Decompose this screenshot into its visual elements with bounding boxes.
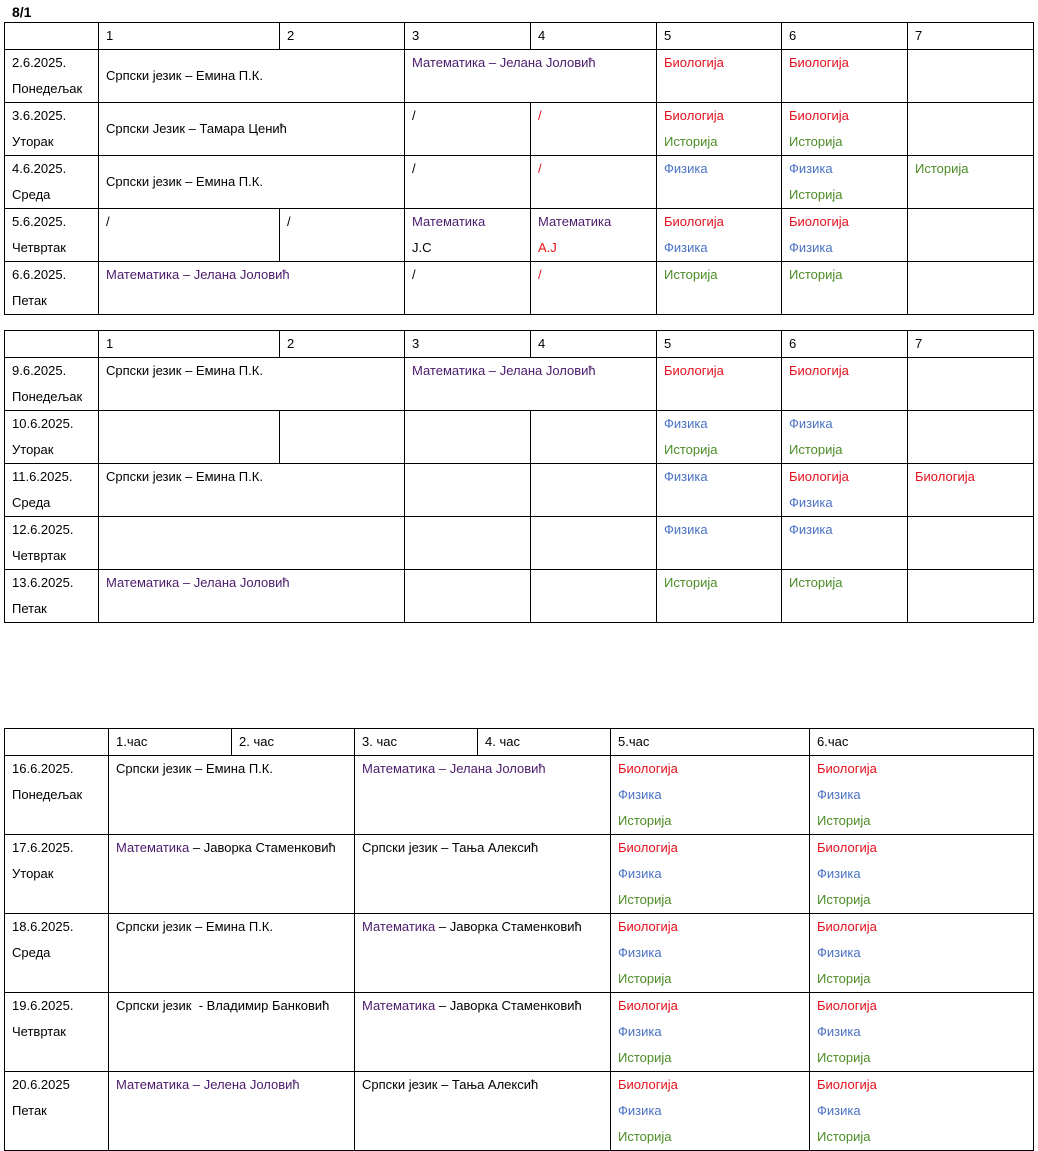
- cell-period-3: [405, 411, 531, 464]
- date-cell: [5, 570, 99, 623]
- header-cell: 3: [405, 331, 531, 358]
- cell-serbian: Српски језик – Емина П.К.: [99, 464, 405, 517]
- header-cell: 2. час: [232, 729, 355, 756]
- cell-period-1: [99, 411, 280, 464]
- table-row: [5, 993, 1034, 1072]
- weekday: Уторак: [12, 134, 54, 149]
- date-cell: [5, 756, 109, 835]
- cell-period-5: Биологија Физика Историја: [611, 914, 810, 993]
- cell-period-6: Биологија: [782, 358, 908, 411]
- cell-period-7: [908, 103, 1034, 156]
- date: 13.6.2025.: [12, 575, 74, 590]
- header-cell: 2: [280, 331, 405, 358]
- weekday: Среда: [12, 495, 51, 510]
- cell-period-2: [280, 411, 405, 464]
- cell-period-5: Физика: [657, 517, 782, 570]
- date: 5.6.2025.: [12, 214, 67, 229]
- date: 4.6.2025.: [12, 161, 67, 176]
- header-cell: 1: [99, 23, 280, 50]
- weekday: Среда: [12, 187, 51, 202]
- cell-period-4: /: [531, 103, 657, 156]
- cell-math: Математика – Јелана Јоловић: [99, 262, 405, 315]
- header-row: [5, 729, 1034, 756]
- header-cell: 7: [908, 23, 1034, 50]
- date-cell: [5, 835, 109, 914]
- cell-period-6: Биологија Физика Историја: [810, 993, 1034, 1072]
- cell-period-7: [908, 50, 1034, 103]
- table-row: [5, 358, 1034, 411]
- cell-period-4: [531, 411, 657, 464]
- table-row: [5, 50, 1034, 103]
- cell-period-1: /: [99, 209, 280, 262]
- date: 18.6.2025.: [12, 919, 74, 934]
- table-row: [5, 464, 1034, 517]
- date: 17.6.2025.: [12, 840, 74, 855]
- date-cell: [5, 103, 99, 156]
- cell-period-4: [531, 464, 657, 517]
- cell-serbian: Српски језик – Емина П.К.: [99, 50, 405, 103]
- cell-period-3-4: Математика – Јелана Јоловић: [355, 756, 611, 835]
- cell-period-4: /: [531, 262, 657, 315]
- date-cell: [5, 464, 99, 517]
- date: 16.6.2025.: [12, 761, 74, 776]
- table-row: [5, 1072, 1034, 1151]
- cell-math: Математика – Јелана Јоловић: [99, 570, 405, 623]
- weekday: Петак: [12, 293, 47, 308]
- table-row: [5, 411, 1034, 464]
- weekday: Четвртак: [12, 1024, 66, 1039]
- header-cell: 4. час: [478, 729, 611, 756]
- table-row: [5, 209, 1034, 262]
- header-cell: [5, 331, 99, 358]
- cell-period-5: Биологија Физика Историја: [611, 756, 810, 835]
- weekday: Четвртак: [12, 548, 66, 563]
- cell-period-1-2: [99, 517, 405, 570]
- table-row: [5, 570, 1034, 623]
- cell-period-6: Биологија Историја: [782, 103, 908, 156]
- page-title: 8/1: [12, 4, 32, 20]
- date: 10.6.2025.: [12, 416, 74, 431]
- header-cell: 6.час: [810, 729, 1034, 756]
- cell-period-2: /: [280, 209, 405, 262]
- header-cell: 2: [280, 23, 405, 50]
- date: 19.6.2025.: [12, 998, 74, 1013]
- cell-period-3-4: Српски језик – Тања Алексић: [355, 835, 611, 914]
- header-cell: 6: [782, 331, 908, 358]
- table-row: [5, 156, 1034, 209]
- weekday: Петак: [12, 601, 47, 616]
- cell-period-3: /: [405, 156, 531, 209]
- cell-period-5: Биологија Физика Историја: [611, 993, 810, 1072]
- cell-period-6: Биологија Физика Историја: [810, 1072, 1034, 1151]
- cell-serbian: Српски језик – Емина П.К.: [99, 156, 405, 209]
- header-cell: 7: [908, 331, 1034, 358]
- cell-period-6: Биологија: [782, 50, 908, 103]
- date: 11.6.2025.: [12, 469, 73, 484]
- table-row: [5, 756, 1034, 835]
- cell-period-5: Физика: [657, 156, 782, 209]
- schedule-table-week-3: [4, 728, 1034, 1151]
- cell-period-3-4: Српски језик – Тања Алексић: [355, 1072, 611, 1151]
- cell-period-3-4: Математика – Јаворка Стаменковић: [355, 914, 611, 993]
- date: 6.6.2025.: [12, 267, 67, 282]
- header-cell: 5: [657, 23, 782, 50]
- cell-period-7: [908, 570, 1034, 623]
- cell-period-3-4: Математика – Јаворка Стаменковић: [355, 993, 611, 1072]
- header-cell: 5: [657, 331, 782, 358]
- cell-period-5: Биологија Физика Историја: [611, 835, 810, 914]
- header-cell: 4: [531, 331, 657, 358]
- cell-period-3: /: [405, 103, 531, 156]
- weekday: Четвртак: [12, 240, 66, 255]
- cell-period-6: Физика Историја: [782, 411, 908, 464]
- cell-period-6: Биологија Физика: [782, 464, 908, 517]
- weekday: Уторак: [12, 866, 54, 881]
- cell-period-6: Биологија Физика Историја: [810, 835, 1034, 914]
- cell-period-5: Историја: [657, 570, 782, 623]
- cell-period-3: [405, 570, 531, 623]
- cell-period-7: [908, 411, 1034, 464]
- cell-period-5: Физика: [657, 464, 782, 517]
- cell-period-6: Биологија Физика: [782, 209, 908, 262]
- date-cell: [5, 1072, 109, 1151]
- cell-period-6: Биологија Физика Историја: [810, 756, 1034, 835]
- date-cell: [5, 50, 99, 103]
- header-cell: 3. час: [355, 729, 478, 756]
- schedule-table-week-2: [4, 330, 1034, 623]
- date-cell: [5, 209, 99, 262]
- cell-period-5: Биологија Историја: [657, 103, 782, 156]
- date-cell: [5, 358, 99, 411]
- date: 20.6.2025: [12, 1077, 70, 1092]
- table-row: [5, 835, 1034, 914]
- cell-period-4: [531, 570, 657, 623]
- cell-period-7: [908, 517, 1034, 570]
- weekday: Понедељак: [12, 787, 83, 802]
- cell-period-3: [405, 517, 531, 570]
- date: 2.6.2025.: [12, 55, 67, 70]
- date-cell: [5, 914, 109, 993]
- cell-period-5: Физика Историја: [657, 411, 782, 464]
- header-cell: 6: [782, 23, 908, 50]
- weekday: Петак: [12, 1103, 47, 1118]
- cell-period-3: [405, 464, 531, 517]
- schedule-table-week-1: [4, 22, 1034, 315]
- cell-serbian: Српски Језик – Тамара Ценић: [99, 103, 405, 156]
- cell-period-5: Биологија: [657, 358, 782, 411]
- cell-period-1-2: Математика – Јелена Јоловић: [109, 1072, 355, 1151]
- table-row: [5, 262, 1034, 315]
- table-row: [5, 103, 1034, 156]
- cell-period-6: Физика: [782, 517, 908, 570]
- cell-period-6: Историја: [782, 262, 908, 315]
- cell-period-1-2: Српски језик - Владимир Банковић: [109, 993, 355, 1072]
- cell-math: Математика – Јелана Јоловић: [405, 50, 657, 103]
- cell-period-7: Историја: [908, 156, 1034, 209]
- cell-period-5: Биологија: [657, 50, 782, 103]
- cell-period-3: /: [405, 262, 531, 315]
- table-row: [5, 517, 1034, 570]
- weekday: Понедељак: [12, 389, 83, 404]
- header-row: [5, 23, 1034, 50]
- header-cell: 1: [99, 331, 280, 358]
- cell-period-1-2: Српски језик – Емина П.К.: [109, 914, 355, 993]
- header-cell: 5.час: [611, 729, 810, 756]
- cell-period-6: Физика Историја: [782, 156, 908, 209]
- header-row: [5, 331, 1034, 358]
- cell-period-7: Биологија: [908, 464, 1034, 517]
- cell-period-4: /: [531, 156, 657, 209]
- date-cell: [5, 411, 99, 464]
- cell-period-4: Математика A.J: [531, 209, 657, 262]
- date-cell: [5, 262, 99, 315]
- weekday: Понедељак: [12, 81, 83, 96]
- cell-period-6: Историја: [782, 570, 908, 623]
- weekday: Уторак: [12, 442, 54, 457]
- cell-period-1-2: Математика – Јаворка Стаменковић: [109, 835, 355, 914]
- header-cell: [5, 729, 109, 756]
- cell-period-6: Биологија Физика Историја: [810, 914, 1034, 993]
- weekday: Среда: [12, 945, 51, 960]
- header-cell: 3: [405, 23, 531, 50]
- cell-math: Математика – Јелана Јоловић: [405, 358, 657, 411]
- cell-period-3: Математика J.C: [405, 209, 531, 262]
- cell-serbian: Српски језик – Емина П.К.: [99, 358, 405, 411]
- cell-period-5: Биологија Физика: [657, 209, 782, 262]
- cell-period-4: [531, 517, 657, 570]
- date-cell: [5, 993, 109, 1072]
- header-cell: [5, 23, 99, 50]
- date: 12.6.2025.: [12, 522, 74, 537]
- date-cell: [5, 156, 99, 209]
- date: 9.6.2025.: [12, 363, 67, 378]
- date: 3.6.2025.: [12, 108, 67, 123]
- date-cell: [5, 517, 99, 570]
- header-cell: 1.час: [109, 729, 232, 756]
- cell-period-7: [908, 358, 1034, 411]
- table-row: [5, 914, 1034, 993]
- cell-period-7: [908, 209, 1034, 262]
- cell-period-7: [908, 262, 1034, 315]
- header-cell: 4: [531, 23, 657, 50]
- cell-period-1-2: Српски језик – Емина П.К.: [109, 756, 355, 835]
- cell-period-5: Историја: [657, 262, 782, 315]
- cell-period-5: Биологија Физика Историја: [611, 1072, 810, 1151]
